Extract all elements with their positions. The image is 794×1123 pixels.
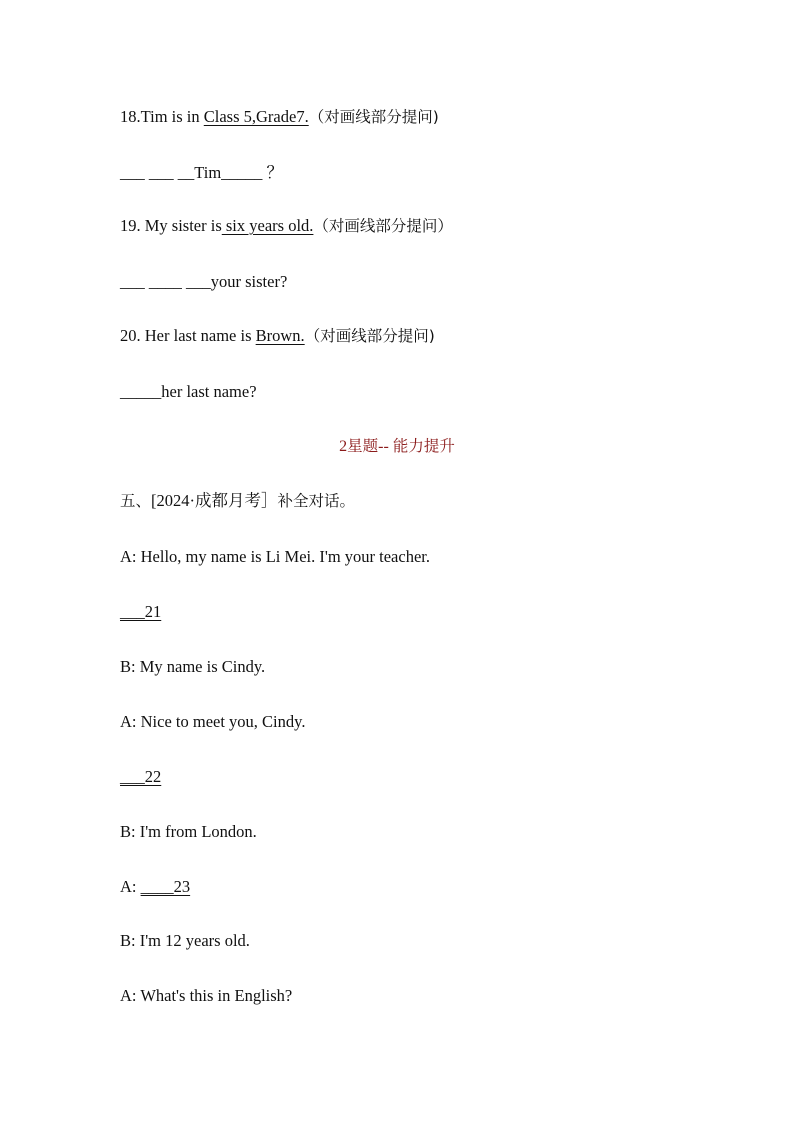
dialog-line-3: A: Nice to meet you, Cindy.	[120, 712, 306, 731]
dialog-line-7: A: What's this in English?	[120, 986, 293, 1005]
section-title-dash: --	[378, 438, 393, 455]
q19-instruction: （对画线部分提问）	[313, 217, 453, 235]
q20-instruction: （对画线部分提问)	[304, 327, 435, 345]
dialog-line-1: A: Hello, my name is Li Mei. I'm your teacher.	[120, 547, 430, 566]
q20-underlined: Brown.	[255, 326, 305, 345]
section-title-sub: 能力提升	[392, 437, 455, 455]
blank-22[interactable]: ___22	[120, 767, 162, 786]
q19-text: 19. My sister is	[120, 216, 222, 235]
blank-21[interactable]: ___21	[120, 602, 162, 621]
dialog-line-5-prefix: A:	[120, 877, 141, 896]
dialog-line-5	[120, 876, 190, 898]
section-title-num: 2	[339, 438, 348, 455]
question-19	[120, 215, 453, 237]
dialog-line-4: B: I'm from London.	[120, 822, 257, 841]
dialog-line-2: B: My name is Cindy.	[120, 657, 266, 676]
dialog-line-6: B: I'm 12 years old.	[120, 931, 250, 950]
q19-answer-line[interactable]: ___ ____ ___your sister?	[120, 272, 288, 291]
part5-heading	[120, 490, 355, 512]
q20-answer-line[interactable]: _____her last name?	[120, 382, 257, 401]
section-title	[0, 435, 794, 458]
q18-instruction: （对画线部分提问)	[308, 108, 439, 126]
q18-answer-line[interactable]: ___ ___ __Tim_____ ？	[120, 163, 284, 182]
part5-heading-num: 五、	[120, 492, 152, 510]
q18-text: 18.Tim is in	[120, 107, 204, 126]
section-title-cn: 星题	[347, 437, 379, 455]
q18-underlined: Class 5,Grade7.	[203, 107, 309, 126]
part5-heading-src: [2024·成都月考］	[151, 491, 278, 510]
question-20	[120, 325, 435, 347]
q20-text: 20. Her last name is	[120, 326, 256, 345]
q19-underlined: six years old.	[221, 216, 314, 235]
blank-23[interactable]: ____23	[140, 877, 191, 896]
question-18	[120, 106, 439, 128]
part5-heading-task: 补全对话。	[277, 492, 356, 510]
